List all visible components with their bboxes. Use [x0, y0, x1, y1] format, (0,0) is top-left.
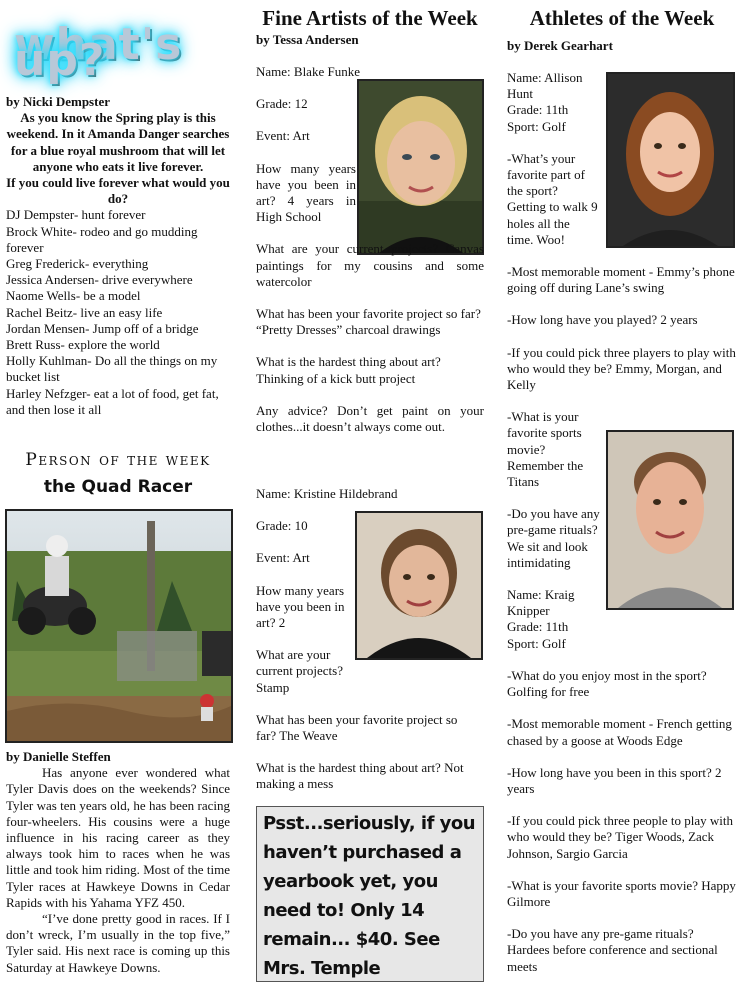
athlete-answer: -How long have you played? 2 years — [507, 312, 698, 328]
athletes-byline: by Derek Gearhart — [507, 38, 613, 53]
artist-name: Name: Kristine Hildebrand — [256, 486, 398, 501]
whats-up-byline: by Nicki Dempster — [6, 94, 110, 109]
answer-item: Jordan Mensen- Jump off of a bridge — [6, 320, 199, 336]
yearbook-ad: Psst...seriously, if you haven’t purchased a yearbook yet, you need to! Only 14 remain... $40. See Mrs. Temple — [256, 806, 484, 982]
answer-item: Holly Kuhlman- Do all the things on my bucket list — [6, 353, 218, 385]
person-story — [6, 749, 230, 976]
artist-answer: What has been your favorite project so far? “Pretty Dresses” charcoal drawings — [256, 306, 481, 338]
answer-item: Greg Frederick- everything — [6, 256, 149, 272]
athlete-grade: Grade: 11th — [507, 102, 569, 118]
artist-answer: What has been your favorite project so far? The Weave — [256, 711, 458, 744]
story-paragraph: Has anyone ever wondered what Tyler Davis does on the weekends? Since Tyler was ten years old, he has been racing four-wheelers. His cousins were a huge influence in his racing career as they always took him to races when he was little and took him riding. Most of the time Tyler races at Hawkeye Downs in Cedar Rapids with his Yahama YFZ 450. — [6, 765, 230, 910]
athlete-answer: -What is your favorite sports movie? Happy Gilmore — [507, 877, 736, 909]
artist-event: Event: Art — [256, 128, 310, 144]
artist-answer: What are your current projects? Canvas paintings for my cousins and some watercolor — [256, 241, 484, 289]
athlete-name: Name: Kraig Knipper — [507, 587, 575, 619]
artist-answer: What are your current projects? Stamp — [256, 647, 343, 695]
artist-grade: Grade: 12 — [256, 96, 308, 112]
athletes-title: Athletes of the Week — [529, 6, 715, 30]
whats-up-section — [6, 94, 230, 418]
athlete-answer: -What do you enjoy most in the sport? Golfing for free — [507, 667, 707, 700]
answer-item: Brock White- rodeo and go mudding forever — [6, 223, 198, 255]
artists-byline: by Tessa Andersen — [256, 32, 359, 47]
answer-item: DJ Dempster- hunt forever — [6, 207, 146, 223]
athlete-answer: -If you could pick three players to play with who would they be? Emmy, Morgan, and Kelly — [507, 344, 736, 393]
artist-answer: Any advice? Don’t get paint on your clothes...it doesn’t always come out. — [256, 402, 484, 435]
artist-event: Event: Art — [256, 550, 310, 566]
answer-item: Jessica Andersen- drive everywhere — [6, 272, 193, 288]
logo-text: what's up? — [14, 18, 183, 86]
quad-racer-photo — [5, 509, 233, 743]
artist-grade: Grade: 10 — [256, 518, 308, 534]
answer-item: Rachel Beitz- live an easy life — [6, 304, 163, 320]
athlete-sport: Sport: Golf — [507, 635, 566, 651]
person-of-week-title: Person of the week — [25, 450, 211, 470]
athlete-answer: -How long have you been in this sport? 2 years — [507, 764, 722, 796]
artist-name: Name: Blake Funke — [256, 64, 360, 79]
athlete-answer: -Do you have any pre-game rituals? Hardees before conference and sectional meets — [507, 926, 718, 974]
story-paragraph: “I’ve done pretty good in races. If I don’t wreck, I’m usually in the top five,” Tyler said. His next race is coming up this Saturday at Hawkeye Downs. — [6, 911, 230, 975]
person-byline: by Danielle Steffen — [6, 749, 111, 764]
athlete-answer: -Do you have any pre-game rituals? We sit and look intimidating — [507, 506, 600, 570]
athlete-sport: Sport: Golf — [507, 118, 566, 134]
artist-answer: What is the hardest thing about art? Not making a mess — [256, 760, 464, 792]
whats-up-intro: As you know the Spring play is this weekend. In it Amanda Danger searches for a blue royal mushroom that will let anyone who eats it live forever. — [6, 110, 230, 174]
answer-item: Brett Russ- explore the world — [6, 337, 160, 353]
artist-answer: What is the hardest thing about art? Thinking of a kick butt project — [256, 354, 441, 386]
artists-title: Fine Artists of the Week — [262, 6, 478, 30]
athlete-answer: -Most memorable moment - Emmy’s phone going off during Lane’s swing — [507, 264, 735, 296]
athlete-answer: -Most memorable moment - French getting chased by a goose at Woods Edge — [507, 716, 732, 748]
artist-answer: How many years have you been in art? 2 — [256, 582, 345, 631]
artist-answer: How many years have you been in art? 4 years in High School — [256, 160, 356, 225]
answer-item: Harley Nefzger- eat a lot of food, get fat, and then lose it all — [6, 385, 219, 417]
whats-up-question: If you could live forever what would you do? — [6, 175, 230, 207]
athlete-grade: Grade: 11th — [507, 619, 569, 635]
whats-up-logo — [14, 20, 220, 86]
athlete-answer: -If you could pick three people to play with who would they be? Tiger Woods, Zack Johnson, Sargio Garcia — [507, 813, 733, 861]
quad-racer-title: the Quad Racer — [43, 477, 193, 497]
athlete-name: Name: Allison Hunt — [507, 70, 583, 102]
athlete-answer: -What’s your favorite part of the sport? Getting to walk 9 holes all the time. Woo! — [507, 150, 598, 247]
kraig-knipper-photo — [606, 430, 734, 610]
artist-kristine-hildebrand — [256, 486, 484, 793]
athlete-answer: -What is your favorite sports movie? Remember the Titans — [507, 409, 584, 490]
artist-blake-funke — [256, 64, 484, 435]
answer-item: Naome Wells- be a model — [6, 288, 141, 304]
